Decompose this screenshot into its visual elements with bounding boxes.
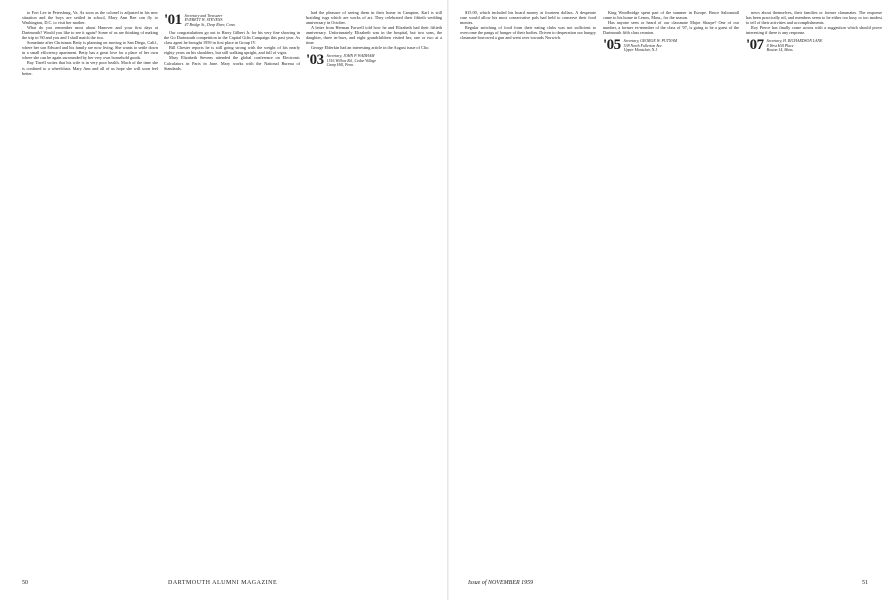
paragraph: What do you remember most about Hanover and your first days at Dartmouth? Would you like to see it again? Some of us are thinking of making the trip in '60 and you and I shall match the two. xyxy=(22,25,158,41)
paragraph: $15.00, which included his board money at fourteen dollars. A desperate case would allow his most conservative pals had held to conserve their food monies. xyxy=(460,10,596,26)
class-year: '03 xyxy=(306,52,324,69)
page-gutter xyxy=(447,0,449,600)
class-heading-line: Secretary, JOHN P. WADHAM xyxy=(326,54,375,59)
class-heading-line: Secretary and Treasurer xyxy=(184,14,223,18)
class-heading xyxy=(603,39,739,52)
paragraph: Our congratulations go out to Harry Gilbert Jr. for his very fine showing in the Go Dartmouth competition in the Capital Gifts Campaign this past year. As class agent he brought 1959 in first place in Group IV. xyxy=(164,30,300,46)
class-heading-line: Boston 14, Mass. xyxy=(766,48,794,53)
paragraph: Roy Pierce has finally come across with a suggestion which should prove interesting if there is any response. xyxy=(746,25,882,36)
class-heading-line: 47 Bridge St., Deep River, Conn. xyxy=(184,22,236,27)
paragraph: Regular snitching of food from their eating clubs was not sufficient to overcome the pangs of hunger of their bodies. Driven to desperation our hungry classmate borrowed a gun and went over towards Norwich. xyxy=(460,25,596,41)
class-heading-line: EVERETT W. STEVENS xyxy=(184,18,223,23)
class-heading xyxy=(746,39,882,52)
left-column-1 xyxy=(22,10,158,580)
class-heading-line: Upper Montclair, N.J. xyxy=(623,48,658,53)
right-page-number: 51 xyxy=(862,580,868,586)
paragraph: Sometime after Christmas Betty is planning on moving to San Diego, Calif., where her son Edward and his family are now living. She wants to settle down in a small efficiency apartment. Betty has a great love for a place of her own where she can be again surrounded by her very own household goods. xyxy=(22,40,158,61)
paragraph: Mary Elizabeth Stevens attended the global conference on Electronic Calculators in Paris in June. Mary works with the National Bureau of Standards. xyxy=(164,55,300,71)
paragraph: Bill Chester reports he is still going strong with the weight of his nearly eighty years on his shoulders, but still walking upright, and full of vigor. xyxy=(164,45,300,56)
paragraph: George Elderkin had an interesting article in the August issue of Clio. xyxy=(311,45,430,51)
paragraph: A letter from Herman Farwell told how he and Elizabeth had their fiftieth anniversary. Unfortunately Elizabeth was in the hospital, but two sons, the daughter, three in-laws, and eight grandchildren visited her, one or two at a time. xyxy=(306,25,442,46)
class-heading-line: 1516 Willow Rd., Cedar Village xyxy=(326,58,377,63)
left-column-2 xyxy=(164,10,300,580)
class-year: '05 xyxy=(603,37,621,54)
class-heading-line: Secretary, GEORGE W. PUTNAM xyxy=(623,39,678,44)
class-heading xyxy=(306,54,442,67)
right-footer-title: Issue of NOVEMBER 1959 xyxy=(468,580,534,586)
class-year: '07 xyxy=(746,37,764,54)
paragraph: Ray Tirrell writes that his wife is in very poor health. Much of the time she is confined to a wheelchair. Mary Ann and all of us hope she will soon feel better. xyxy=(22,60,158,76)
class-heading-line: Camp Hill, Penn. xyxy=(326,63,354,68)
class-heading-line: 8 West Hill Place xyxy=(766,43,794,48)
paragraph: Has anyone seen or heard of our classmate Major Sharpe? One of our number, a former ex-member of the class of '07, is going to be a guest of the Dartmouth fifth class reunion. xyxy=(603,20,739,36)
paragraph: had the pleasure of seeing them in their home in Campton. Karl is still braiding rugs which are works of art. They celebrated their fiftieth wedding anniversary in October. xyxy=(306,10,442,26)
paragraph: King Woodbridge spent part of the summer in Europe. Bruce Saltonstall came to his home in Lenox, Mass., for the season. xyxy=(603,10,739,21)
left-page-number: 50 xyxy=(22,580,28,586)
paragraph: news about themselves, their families or former classmates. The response has been practically nil, and members seem to be either too busy or too modest to tell of their activities and accomplishments. xyxy=(746,10,882,26)
right-column-3 xyxy=(746,10,882,580)
class-heading-line: Secretary, H. RICHARDSON LANE xyxy=(766,39,823,44)
class-heading xyxy=(164,14,300,27)
right-column-2 xyxy=(603,10,739,580)
left-column-3 xyxy=(306,10,442,580)
paragraph: to Fort Lee in Petersburg, Va. As soon as the colonel is adjusted in his new situation and the boys are settled in school, Mary Ann Bee can fly to Washington, D.C. to visit her mother. xyxy=(22,10,158,26)
class-heading-line: 538 North Fullerton Ave. xyxy=(623,43,663,48)
class-year: '01 xyxy=(164,12,182,28)
right-column-1 xyxy=(460,10,596,580)
left-footer-title: DARTMOUTH ALUMNI MAGAZINE xyxy=(168,580,278,586)
